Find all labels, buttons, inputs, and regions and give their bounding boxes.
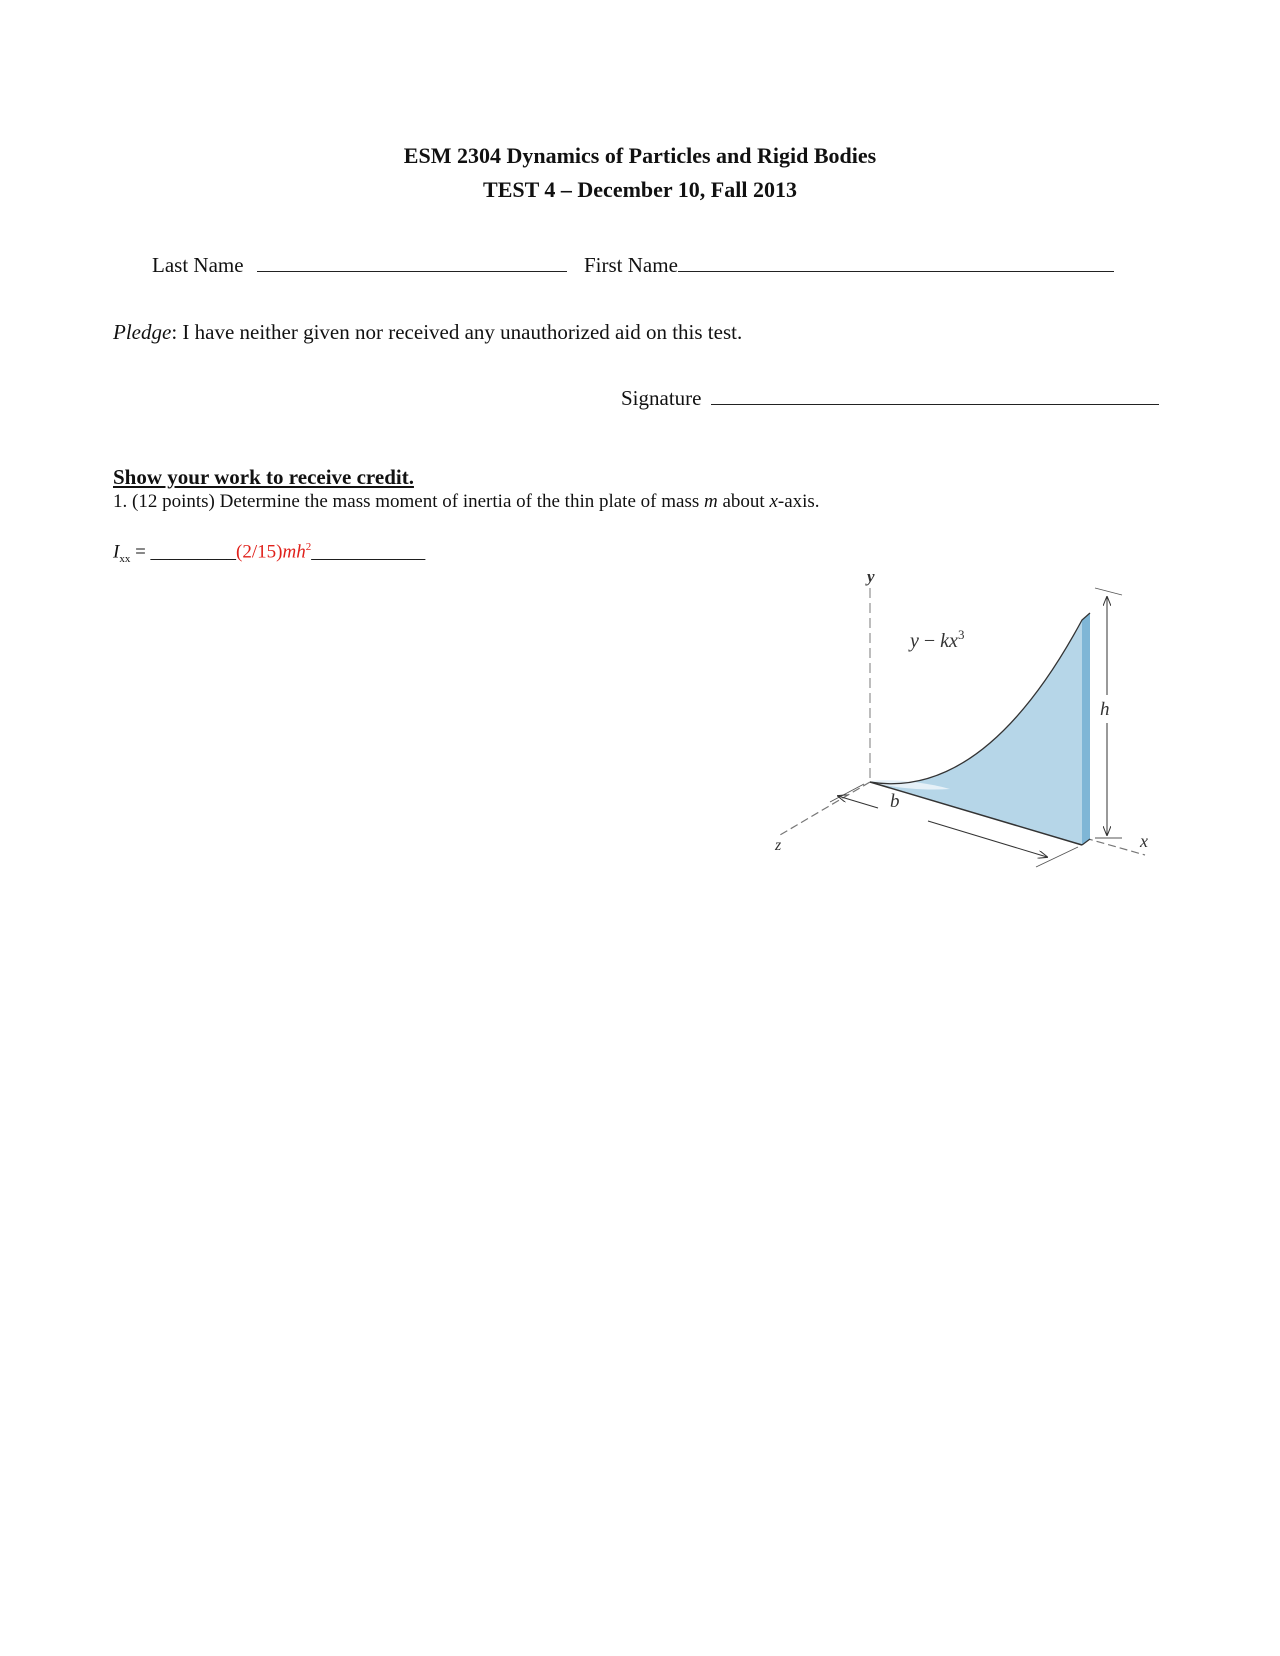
b-dimension-label: b xyxy=(890,791,900,812)
question-1-middle: about xyxy=(717,491,770,512)
last-name-field[interactable] xyxy=(257,269,567,272)
answer-exponent: 2 xyxy=(305,541,312,553)
signature-row xyxy=(621,386,1159,411)
plate-face xyxy=(870,620,1082,845)
answer-blank-before: _________ xyxy=(150,541,237,563)
b-dimension-arrow-left xyxy=(838,796,878,808)
curve-equation: $y - kx^3$ xyxy=(910,627,965,652)
z-axis-label: z xyxy=(775,837,782,854)
signature-label: Signature xyxy=(621,386,702,410)
signature-field[interactable] xyxy=(711,402,1159,405)
first-name-row xyxy=(584,253,1114,278)
z-axis-line xyxy=(780,782,870,835)
axis-variable: x xyxy=(769,491,778,512)
course-title: ESM 2304 Dynamics of Particles and Rigid Bodies xyxy=(403,143,877,168)
answer-line xyxy=(113,541,425,565)
question-1-suffix: -axis. xyxy=(777,491,820,512)
answer-blank-after: ____________ xyxy=(311,541,426,563)
thin-plate-figure xyxy=(760,555,1180,885)
first-name-field[interactable] xyxy=(678,269,1114,272)
answer-equals: = xyxy=(130,541,151,563)
instructions-heading: Show your work to receive credit. xyxy=(113,465,414,489)
answer-variable: I xyxy=(113,541,120,563)
x-axis-line xyxy=(1085,838,1145,855)
answer-coefficient: (2/15) xyxy=(236,541,283,563)
pledge-statement xyxy=(113,320,742,345)
b-extension-left xyxy=(830,784,864,802)
test-title: TEST 4 – December 10, Fall 2013 xyxy=(483,177,797,202)
first-name-label: First Name xyxy=(584,253,678,277)
answer-expression: mh xyxy=(282,541,306,563)
question-1-text xyxy=(113,491,820,513)
answer-subscript: xx xyxy=(119,553,131,566)
x-axis-label: x xyxy=(1140,831,1148,851)
pledge-label: Pledge xyxy=(113,320,172,344)
question-1-prefix: 1. (12 points) Determine the mass moment of inertia of the thin plate of mass xyxy=(113,491,704,512)
pledge-text: : I have neither given nor received any unauthorized aid on this test. xyxy=(171,320,743,344)
last-name-label: Last Name xyxy=(152,253,244,277)
b-extension-right xyxy=(1036,847,1078,867)
h-dimension-label: h xyxy=(1100,699,1110,720)
y-axis-label: y xyxy=(867,567,875,586)
mass-variable: m xyxy=(703,491,718,512)
plate-edge xyxy=(1082,613,1090,845)
h-extension-top xyxy=(1095,588,1122,595)
last-name-row xyxy=(152,253,567,278)
